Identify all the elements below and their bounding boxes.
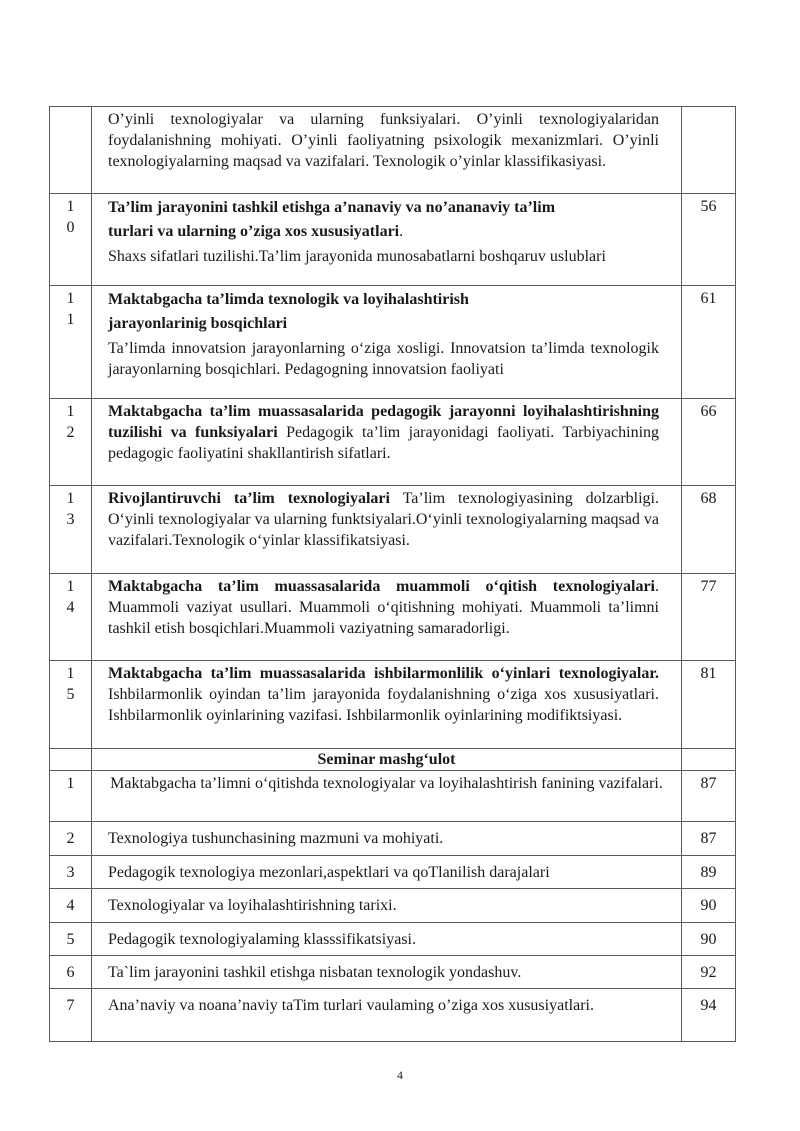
row-number xyxy=(50,107,92,194)
page-ref: 92 xyxy=(682,956,736,989)
table-row xyxy=(50,574,736,661)
table-row xyxy=(50,822,736,856)
row-text: Texnologiya tushunchasining mazmuni va mohiyati. xyxy=(92,822,682,856)
seminar-header-row xyxy=(50,749,736,771)
row-text: Ta’lim texnologiyasining dolzarbligi. O‘yinli texnologiyalar va ularning funktsiyalari.O‘yinli texnologiyalarning maqsad va vazifalari.Texnologik o‘yinlar klassifikatsiyasi. xyxy=(108,490,659,549)
table-row xyxy=(50,486,736,574)
row-number: 1 2 xyxy=(50,399,92,486)
page-number: 4 xyxy=(397,1068,403,1082)
row-text: Pedagogik texnologiyalaming klasssifikatsiyasi. xyxy=(92,923,682,956)
row-title: Maktabgacha ta’lim muassasalarida pedagogik jarayonni loyihalashtirishning tuzilishi va funksiyalari xyxy=(108,403,659,441)
row-text: O’yinli texnologiyalar va ularning funksiyalari. O’yinli texnologiyalaridan foydalanishning mohiyati. O’yinli faoliyatning psixologik mexanizmlari. O’yinli texnologiyalarning maqsad va vazifalari. Texnologik o’yinlar klassifikasiyasi. xyxy=(108,111,659,170)
row-content xyxy=(92,399,682,486)
page-ref: 66 xyxy=(682,399,736,486)
row-text: Ta’limda innovatsion jarayonlarning o‘ziga xosligi. Innovatsion ta’limda texnologik jarayonlarning bosqichlari. Pedagogning innovatsion faoliyati xyxy=(108,340,659,378)
table-row xyxy=(50,399,736,486)
row-title: Ta’lim jarayonini tashkil etishga a’nanaviy va no’ananaviy ta’lim xyxy=(108,199,556,216)
row-text: Maktabgacha ta’limni o‘qitishda texnologiyalar va loyihalashtirish fanining vazifalari. xyxy=(92,771,682,822)
row-text: Ta`lim jarayonini tashkil etishga nisbatan texnologik yondashuv. xyxy=(92,956,682,989)
table-row xyxy=(50,989,736,1042)
table-row xyxy=(50,107,736,194)
page-ref: 87 xyxy=(682,822,736,856)
table-row xyxy=(50,771,736,822)
row-number: 1 3 xyxy=(50,486,92,574)
row-title: jarayonlarinig bosqichlari xyxy=(108,315,288,332)
row-number: 1 1 xyxy=(50,286,92,399)
row-title: Maktabgacha ta’limda texnologik va loyihalashtirish xyxy=(108,291,469,308)
page-ref: 94 xyxy=(682,989,736,1042)
table-row xyxy=(50,194,736,286)
row-title: turlari va ularning o’ziga xos xususiyatlari xyxy=(108,223,400,240)
row-number: 3 xyxy=(50,856,92,889)
table-row xyxy=(50,856,736,889)
row-text: Pedagogik texnologiya mezonlari,aspektlari va qoTlanilish darajalari xyxy=(92,856,682,889)
page-ref: 77 xyxy=(682,574,736,661)
table-row xyxy=(50,956,736,989)
row-title: Rivojlantiruvchi ta’lim texnologiyalari xyxy=(108,490,390,507)
table-row xyxy=(50,923,736,956)
page-ref: 87 xyxy=(682,771,736,822)
row-number xyxy=(50,749,92,771)
row-content: Ta’lim jarayonini tashkil etishga a’nanaviy va no’ananaviy ta’lim turlari va ularning o’ziga xos xususiyatlari. Shaxs sifatlari tuzilishi.Ta’lim jarayonida munosabatlarni boshqaruv uslublari xyxy=(92,194,682,286)
row-title: Maktabgacha ta’lim muassasalarida muammoli o‘qitish texnologiyalari xyxy=(108,578,655,595)
page-ref: 56 xyxy=(682,194,736,286)
row-text: Ishbilarmonlik oyindan ta’lim jarayonida foydalanishning o‘ziga xos xususiyatlari. Ishbilarmonlik oyinlarining vazifasi. Ishbilarmonlik oyinlarining modifiktsiyasi. xyxy=(108,686,659,724)
row-content xyxy=(92,574,682,661)
row-number: 6 xyxy=(50,956,92,989)
page-ref: 90 xyxy=(682,923,736,956)
page-ref: 68 xyxy=(682,486,736,574)
row-number: 1 4 xyxy=(50,574,92,661)
page-ref: 89 xyxy=(682,856,736,889)
row-text: Texnologiyalar va loyihalashtirishning tarixi. xyxy=(92,889,682,923)
row-content xyxy=(92,286,682,399)
row-number: 4 xyxy=(50,889,92,923)
page-ref: 81 xyxy=(682,661,736,749)
row-text: Shaxs sifatlari tuzilishi.Ta’lim jarayonida munosabatlarni boshqaruv uslublari xyxy=(108,248,606,265)
page-ref xyxy=(682,749,736,771)
row-number: 2 xyxy=(50,822,92,856)
row-text: Pedagogik ta’lim jarayonidagi faoliyati. Tarbiyachining pedagogic faoliyatini shakllantirish sifatlari. xyxy=(108,424,660,462)
row-title: Maktabgacha ta’lim muassasalarida ishbilarmonlilik o‘yinlari texnologiyalar. xyxy=(108,665,659,682)
row-content xyxy=(92,661,682,749)
row-text: Ana’naviy va noana’naviy taTim turlari vaulaming o’ziga xos xususiyatlari. xyxy=(92,989,682,1042)
table-row xyxy=(50,286,736,399)
section-heading: Seminar mashg‘ulot xyxy=(92,749,682,771)
row-number: 1 0 xyxy=(50,194,92,286)
row-text: . Muammoli vaziyat usullari. Muammoli o‘qitishning mohiyati. Muammoli ta’limni tashkil etish bosqichlari.Muammoli vaziyatning samaradorligi. xyxy=(108,578,659,637)
table-of-contents xyxy=(49,106,736,1042)
page-ref: 61 xyxy=(682,286,736,399)
page-ref xyxy=(682,107,736,194)
table-row xyxy=(50,661,736,749)
row-number: 7 xyxy=(50,989,92,1042)
row-number: 5 xyxy=(50,923,92,956)
page-ref: 90 xyxy=(682,889,736,923)
row-content xyxy=(92,107,682,194)
table-row xyxy=(50,889,736,923)
row-number: 1 xyxy=(50,771,92,822)
row-number: 1 5 xyxy=(50,661,92,749)
row-content xyxy=(92,486,682,574)
